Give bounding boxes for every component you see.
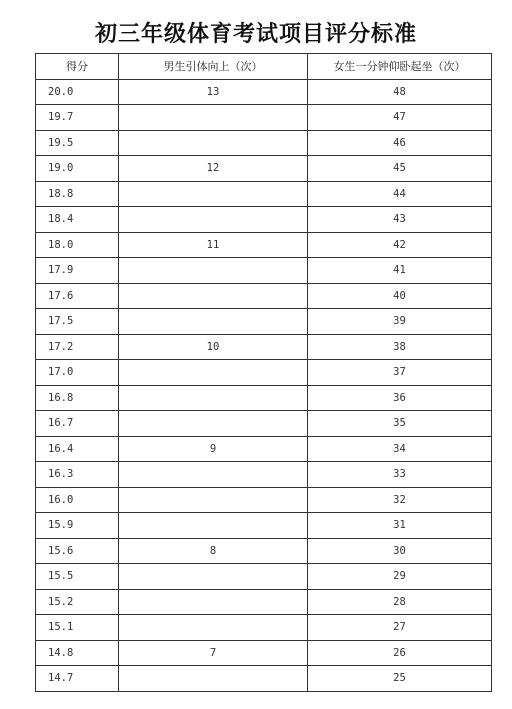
score-cell: 16.0 bbox=[36, 487, 119, 513]
table-row bbox=[36, 640, 492, 666]
table-row bbox=[36, 360, 492, 386]
female-situps-cell: 28 bbox=[308, 589, 492, 615]
female-situps-cell: 37 bbox=[308, 360, 492, 386]
female-situps-cell: 36 bbox=[308, 385, 492, 411]
female-situps-cell: 32 bbox=[308, 487, 492, 513]
male-pullups-cell bbox=[119, 258, 308, 284]
female-situps-cell: 42 bbox=[308, 232, 492, 258]
header-score: 得分 bbox=[36, 54, 119, 80]
table-row bbox=[36, 462, 492, 488]
female-situps-cell: 25 bbox=[308, 666, 492, 692]
female-situps-cell: 38 bbox=[308, 334, 492, 360]
table-row bbox=[36, 589, 492, 615]
score-cell: 16.3 bbox=[36, 462, 119, 488]
male-pullups-cell: 12 bbox=[119, 156, 308, 182]
table-row bbox=[36, 436, 492, 462]
score-cell: 15.1 bbox=[36, 615, 119, 641]
female-situps-cell: 35 bbox=[308, 411, 492, 437]
table-row bbox=[36, 105, 492, 131]
female-situps-cell: 41 bbox=[308, 258, 492, 284]
score-cell: 14.7 bbox=[36, 666, 119, 692]
male-pullups-cell bbox=[119, 513, 308, 539]
table-row bbox=[36, 156, 492, 182]
male-pullups-cell: 13 bbox=[119, 79, 308, 105]
female-situps-cell: 40 bbox=[308, 283, 492, 309]
table-row bbox=[36, 411, 492, 437]
header-female-situps: 女生一分钟仰卧起坐（次） bbox=[308, 54, 492, 80]
male-pullups-cell bbox=[119, 487, 308, 513]
female-situps-cell: 34 bbox=[308, 436, 492, 462]
female-situps-cell: 27 bbox=[308, 615, 492, 641]
score-cell: 16.4 bbox=[36, 436, 119, 462]
male-pullups-cell: 7 bbox=[119, 640, 308, 666]
score-cell: 17.9 bbox=[36, 258, 119, 284]
female-situps-cell: 48 bbox=[308, 79, 492, 105]
score-cell: 16.8 bbox=[36, 385, 119, 411]
score-cell: 15.6 bbox=[36, 538, 119, 564]
male-pullups-cell bbox=[119, 462, 308, 488]
table-row bbox=[36, 564, 492, 590]
male-pullups-cell bbox=[119, 360, 308, 386]
score-cell: 18.8 bbox=[36, 181, 119, 207]
male-pullups-cell bbox=[119, 411, 308, 437]
score-cell: 19.0 bbox=[36, 156, 119, 182]
score-cell: 16.7 bbox=[36, 411, 119, 437]
female-situps-cell: 44 bbox=[308, 181, 492, 207]
male-pullups-cell bbox=[119, 130, 308, 156]
table-header-row bbox=[36, 54, 492, 80]
score-cell: 17.0 bbox=[36, 360, 119, 386]
score-cell: 20.0 bbox=[36, 79, 119, 105]
score-cell: 17.2 bbox=[36, 334, 119, 360]
male-pullups-cell bbox=[119, 309, 308, 335]
score-cell: 19.5 bbox=[36, 130, 119, 156]
female-situps-cell: 47 bbox=[308, 105, 492, 131]
table-row bbox=[36, 334, 492, 360]
male-pullups-cell: 10 bbox=[119, 334, 308, 360]
scoring-standard-table bbox=[35, 53, 492, 692]
table-row bbox=[36, 283, 492, 309]
female-situps-cell: 26 bbox=[308, 640, 492, 666]
female-situps-cell: 43 bbox=[308, 207, 492, 233]
female-situps-cell: 30 bbox=[308, 538, 492, 564]
male-pullups-cell bbox=[119, 181, 308, 207]
female-situps-cell: 33 bbox=[308, 462, 492, 488]
table-row bbox=[36, 258, 492, 284]
male-pullups-cell bbox=[119, 615, 308, 641]
table-row bbox=[36, 513, 492, 539]
female-situps-cell: 46 bbox=[308, 130, 492, 156]
header-male-pullups: 男生引体向上（次） bbox=[119, 54, 308, 80]
score-cell: 15.5 bbox=[36, 564, 119, 590]
score-cell: 15.9 bbox=[36, 513, 119, 539]
female-situps-cell: 31 bbox=[308, 513, 492, 539]
score-cell: 15.2 bbox=[36, 589, 119, 615]
table-row bbox=[36, 666, 492, 692]
score-cell: 18.4 bbox=[36, 207, 119, 233]
table-row bbox=[36, 487, 492, 513]
female-situps-cell: 39 bbox=[308, 309, 492, 335]
table-row bbox=[36, 232, 492, 258]
male-pullups-cell bbox=[119, 385, 308, 411]
table-row bbox=[36, 130, 492, 156]
male-pullups-cell: 9 bbox=[119, 436, 308, 462]
table-body bbox=[36, 79, 492, 691]
male-pullups-cell bbox=[119, 564, 308, 590]
table-row bbox=[36, 538, 492, 564]
page-title: 初三年级体育考试项目评分标准 bbox=[94, 21, 417, 47]
male-pullups-cell: 8 bbox=[119, 538, 308, 564]
male-pullups-cell bbox=[119, 666, 308, 692]
female-situps-cell: 29 bbox=[308, 564, 492, 590]
male-pullups-cell bbox=[119, 105, 308, 131]
male-pullups-cell: 11 bbox=[119, 232, 308, 258]
score-cell: 19.7 bbox=[36, 105, 119, 131]
score-cell: 17.5 bbox=[36, 309, 119, 335]
male-pullups-cell bbox=[119, 589, 308, 615]
table-row bbox=[36, 207, 492, 233]
female-situps-cell: 45 bbox=[308, 156, 492, 182]
table-row bbox=[36, 385, 492, 411]
score-cell: 17.6 bbox=[36, 283, 119, 309]
table-row bbox=[36, 615, 492, 641]
table-row bbox=[36, 309, 492, 335]
score-cell: 14.8 bbox=[36, 640, 119, 666]
table-row bbox=[36, 181, 492, 207]
score-cell: 18.0 bbox=[36, 232, 119, 258]
table-row bbox=[36, 79, 492, 105]
male-pullups-cell bbox=[119, 283, 308, 309]
male-pullups-cell bbox=[119, 207, 308, 233]
